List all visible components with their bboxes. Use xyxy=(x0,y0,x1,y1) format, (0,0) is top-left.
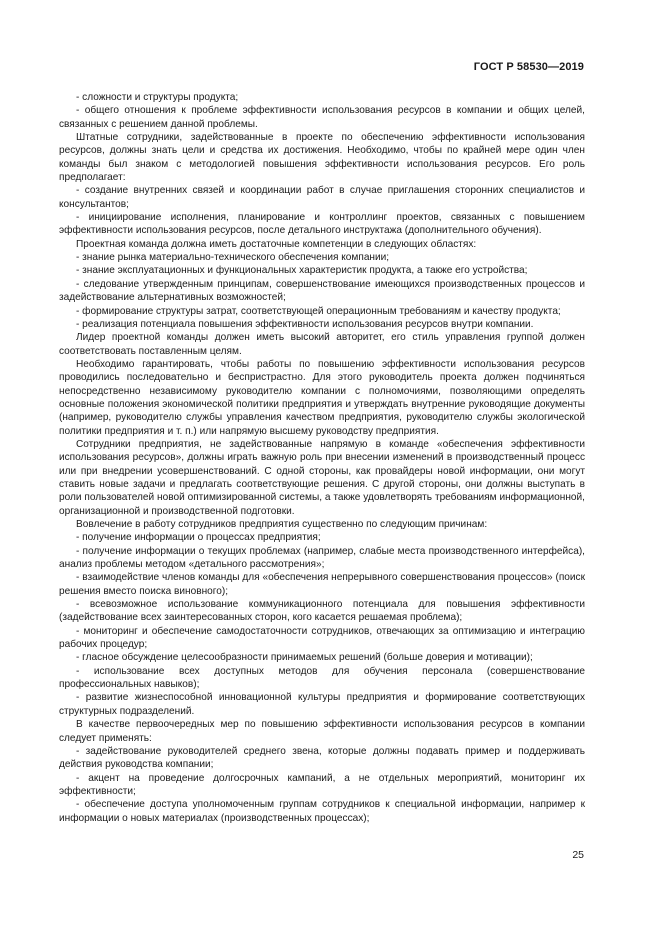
paragraph: - инициирование исполнения, планирование и контроллинг проектов, связанных с повышением эффективности использования ресурсов, после детального инструктажа (дополнительного обучения). xyxy=(59,212,585,237)
paragraph: - знание эксплуатационных и функциональных характеристик продукта, а также его устройства; xyxy=(76,265,528,277)
paragraph: - следование утвержденным принципам, совершенствование имеющихся производственных процессов и задействование альтернативных возможностей; xyxy=(59,278,585,304)
page-number: 25 xyxy=(572,849,584,861)
paragraph: - получение информации о процессах предприятия; xyxy=(76,532,321,544)
paragraph: - задействование руководителей среднего звена, которые должны подавать пример и поддерживать действия руководства компании; xyxy=(59,745,585,771)
paragraph: - гласное обсуждение целесообразности принимаемых решений (больше доверия и мотивации); xyxy=(76,652,533,664)
paragraph: - общего отношения к проблеме эффективности использования ресурсов в компании и общих целей, связанных с решением данной проблемы. xyxy=(59,105,585,130)
paragraph: - акцент на проведение долгосрочных кампаний, а не отдельных мероприятий, мониторинг их эффективности; xyxy=(59,772,585,797)
paragraph: - мониторинг и обеспечение самодостаточности сотрудников, отвечающих за оптимизацию и интеграцию рабочих процедур; xyxy=(59,625,585,651)
paragraph: - создание внутренних связей и координации работ в случае приглашения сторонних специалистов и консультантов; xyxy=(59,185,585,210)
paragraph: - всевозможное использование коммуникационного потенциала для повышения эффективности (задействование всех заинтересованных сторон, кого касается решаемая проблема); xyxy=(59,599,585,624)
paragraph: В качестве первоочередных мер по повышению эффективности использования ресурсов в компании следует применять: xyxy=(59,719,585,744)
paragraph: - формирование структуры затрат, соответствующей операционным требованиям и качеству продукта; xyxy=(76,305,561,317)
paragraph: - обеспечение доступа уполномоченным группам сотрудников к специальной информации, например к информации о новых материалах (производственных процессах); xyxy=(59,799,585,824)
paragraph: - реализация потенциала повышения эффективности использования ресурсов внутри компании. xyxy=(76,318,534,330)
paragraph: - получение информации о текущих проблемах (например, слабые места производственного интерфейса), анализ проблемы методом «детального рассмотрения»; xyxy=(59,545,585,571)
paragraph: - развитие жизнеспособной инновационной культуры предприятия и формирование соответствующих структурных подразделений. xyxy=(59,692,585,717)
paragraph: - использование всех доступных методов для обучения персонала (совершенствование профессиональных навыков); xyxy=(59,665,585,691)
paragraph: Проектная команда должна иметь достаточные компетенции в следующих областях: xyxy=(76,238,477,250)
paragraph: Лидер проектной команды должен иметь высокий авторитет, его стиль управления группой должен соответствовать поставленным целям. xyxy=(59,332,585,357)
paragraph: Сотрудники предприятия, не задействованные напрямую в команде «обеспечения эффективности использования ресурсов», должны играть важную роль при внесении изменений в производственный процесс или при внедрении усовершенствований. С одной стороны, как провайдеры новой информации, они могут ставить новые задачи и предлагать соответствующие решения. С другой стороны, они должны выступать в роли пользователей новой оптимизированной системы, а также удовлетворять требованиям информационной, организационной и производственной подготовки. xyxy=(59,438,585,517)
document-header: ГОСТ Р 58530—2019 xyxy=(473,61,584,73)
paragraph: Штатные сотрудники, задействованные в проекте по обеспечению эффективности использования ресурсов, должны знать цели и средства их достижения. Необходимо, чтобы по крайней мере один член команды был знаком с методологией повышения эффективности использования ресурсов. Его роль предполагает: xyxy=(59,132,585,184)
paragraph: Необходимо гарантировать, чтобы работы по повышению эффективности использования ресурсов проводились последовательно и беспристрастно. Для этого руководитель проекта должен подчиняться непосредственно независимому руководителю компании с полномочиями, позволяющими определять основные положения экономической политики предприятия и утверждать внутренние руководящие документы (например, руководителю службы управления качеством предприятия, руководителю службы экологической политики предприятия и т. п.) или напрямую высшему руководству предприятия. xyxy=(59,358,585,437)
paragraph: Вовлечение в работу сотрудников предприятия существенно по следующим причинам: xyxy=(76,519,488,530)
paragraph: - взаимодействие членов команды для «обеспечения непрерывного совершенствования процессов» (поиск решения вместо поиска виновного); xyxy=(59,572,585,597)
paragraph: - сложности и структуры продукта; xyxy=(76,92,239,103)
paragraph: - знание рынка материально-технического обеспечения компании; xyxy=(76,252,390,264)
document-body xyxy=(59,91,585,825)
